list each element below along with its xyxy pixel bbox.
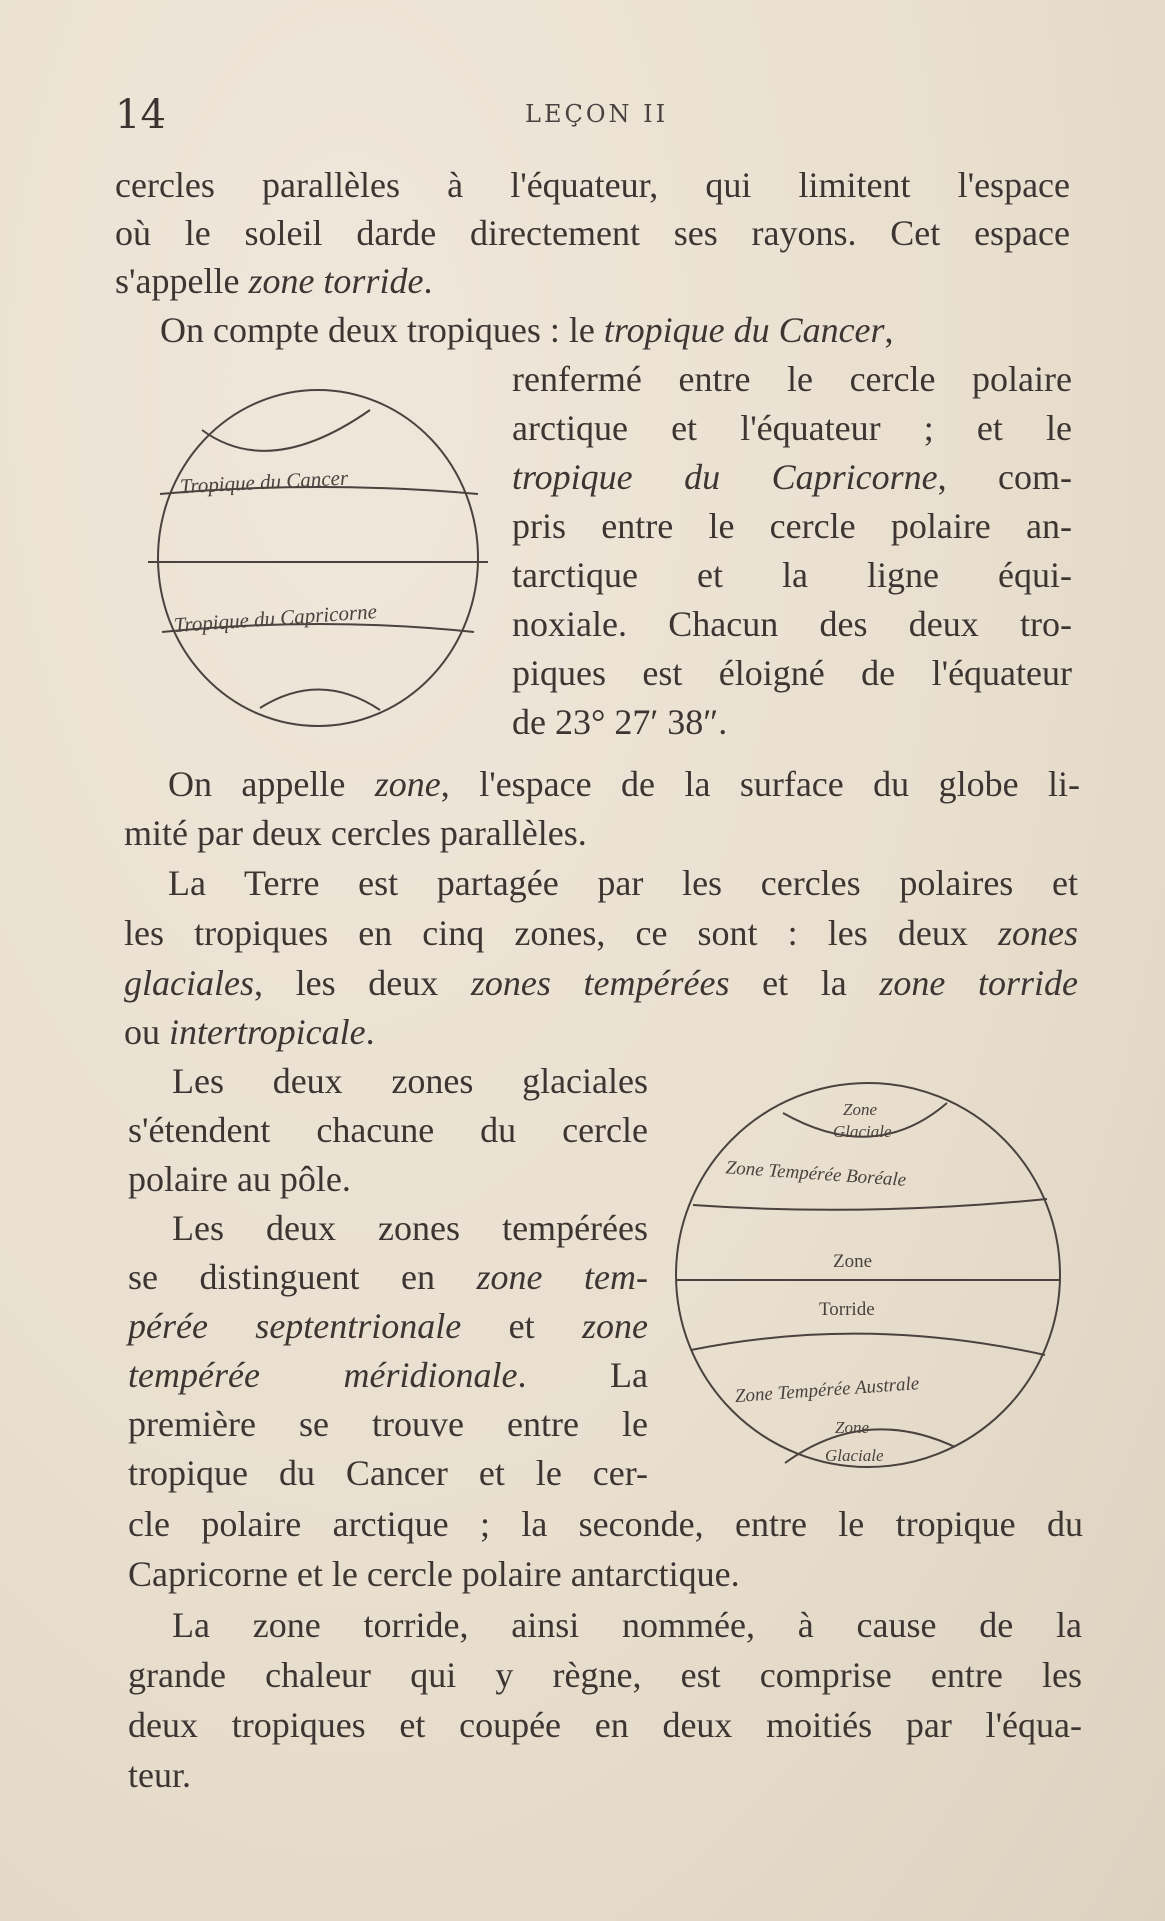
text-line: teur. bbox=[128, 1755, 191, 1795]
text-line bbox=[168, 762, 1080, 806]
text-line: Capricorne et le cercle polaire antarctique. bbox=[128, 1554, 740, 1594]
text-run: , l'espace de la surface du globe li- bbox=[440, 764, 1080, 804]
italic-term: pérée septentrionale bbox=[128, 1306, 462, 1346]
text-line bbox=[160, 308, 894, 352]
tropic-capricorn-line bbox=[691, 1334, 1045, 1355]
text-line bbox=[128, 1255, 648, 1299]
text-line bbox=[124, 1010, 375, 1054]
zone-label-torrid: Torride bbox=[819, 1299, 875, 1320]
running-header: LEÇON II bbox=[525, 100, 669, 128]
italic-term: zones tempérées bbox=[470, 963, 730, 1003]
text-run: , les deux bbox=[253, 963, 471, 1003]
text-line: cercles parallèles à l'équateur, qui limitent l'espace bbox=[115, 165, 1070, 205]
text-run: . bbox=[423, 261, 433, 301]
tropic-capricorn-label: Tropique du Capricorne bbox=[173, 599, 378, 638]
antarctic-circle-line bbox=[260, 689, 380, 710]
text-run: . bbox=[365, 1012, 375, 1052]
text-line bbox=[128, 1353, 648, 1397]
text-line bbox=[128, 1304, 648, 1348]
page-number: 14 bbox=[115, 92, 166, 138]
text-run: les tropiques en cinq zones, ce sont : les deux bbox=[124, 913, 998, 953]
text-line: mité par deux cercles parallèles. bbox=[124, 813, 587, 853]
zone-label-glacial-south: Zone bbox=[835, 1418, 869, 1437]
zone-label-glacial-north: Zone bbox=[843, 1100, 877, 1119]
text-run: On compte deux tropiques : le bbox=[160, 310, 604, 350]
tropic-cancer-label: Tropique du Cancer bbox=[179, 465, 349, 499]
text-line: s'étendent chacune du cercle bbox=[128, 1110, 648, 1150]
italic-term: tropique du Cancer bbox=[603, 310, 885, 350]
text-line: deux tropiques et coupée en deux moitiés par l'équa- bbox=[128, 1705, 1082, 1745]
italic-term: zone tem- bbox=[476, 1257, 648, 1297]
text-line: pris entre le cercle polaire an- bbox=[512, 506, 1072, 546]
text-line: renfermé entre le cercle polaire bbox=[512, 359, 1072, 399]
zone-label-torrid: Zone bbox=[833, 1251, 873, 1272]
text-run: . La bbox=[517, 1355, 648, 1395]
globe-outline bbox=[158, 390, 478, 726]
italic-term: glaciales bbox=[124, 963, 254, 1003]
text-line: Les deux zones tempérées bbox=[172, 1208, 648, 1248]
italic-term: zones bbox=[998, 913, 1078, 953]
text-line: grande chaleur qui y règne, est comprise entre les bbox=[128, 1655, 1082, 1695]
text-line bbox=[512, 455, 1072, 499]
arctic-circle-line bbox=[202, 410, 370, 451]
text-line: tarctique et la ligne équi- bbox=[512, 555, 1072, 595]
text-line: La Terre est partagée par les cercles polaires et bbox=[168, 863, 1078, 903]
zone-label-glacial-south: Glaciale bbox=[825, 1446, 884, 1465]
text-line: tropique du Cancer et le cer- bbox=[128, 1453, 648, 1493]
italic-term: zone bbox=[582, 1306, 648, 1346]
zone-label-glacial-north: Glaciale bbox=[833, 1122, 892, 1141]
text-line bbox=[124, 961, 1078, 1005]
italic-term: zone bbox=[374, 764, 441, 804]
text-line bbox=[115, 259, 432, 303]
italic-term: intertropicale bbox=[169, 1012, 366, 1052]
italic-term: zone torride bbox=[879, 963, 1078, 1003]
italic-term: zone torride bbox=[248, 261, 424, 301]
text-run: On appelle bbox=[168, 764, 375, 804]
text-line: La zone torride, ainsi nommée, à cause de la bbox=[172, 1605, 1082, 1645]
text-line: cle polaire arctique ; la seconde, entre le tropique du bbox=[128, 1504, 1083, 1544]
text-line: de 23° 27′ 38″. bbox=[512, 702, 728, 742]
text-line: polaire au pôle. bbox=[128, 1159, 351, 1199]
zone-label-temperate-north: Zone Tempérée Boréale bbox=[724, 1157, 907, 1191]
text-line: Les deux zones glaciales bbox=[172, 1061, 648, 1101]
zone-label-temperate-south: Zone Tempérée Australe bbox=[734, 1373, 920, 1408]
tropics-globe-figure bbox=[140, 370, 500, 740]
text-run: se distinguent en bbox=[128, 1257, 477, 1297]
text-line: noxiale. Chacun des deux tro- bbox=[512, 604, 1072, 644]
tropic-cancer-line bbox=[693, 1199, 1047, 1210]
italic-term: tempérée méridionale bbox=[128, 1355, 518, 1395]
text-run: ou bbox=[124, 1012, 169, 1052]
text-run: , bbox=[884, 310, 894, 350]
climate-zones-globe-figure bbox=[665, 1075, 1075, 1485]
text-line: première se trouve entre le bbox=[128, 1404, 648, 1444]
text-line: où le soleil darde directement ses rayons. Cet espace bbox=[115, 213, 1070, 253]
text-line bbox=[124, 911, 1078, 955]
text-line: piques est éloigné de l'équateur bbox=[512, 653, 1072, 693]
text-run: , com- bbox=[937, 457, 1073, 497]
italic-term: tropique du Capricorne bbox=[512, 457, 938, 497]
text-run: s'appelle bbox=[115, 261, 249, 301]
text-line: arctique et l'équateur ; et le bbox=[512, 408, 1072, 448]
text-run: et la bbox=[729, 963, 880, 1003]
text-run: et bbox=[461, 1306, 582, 1346]
